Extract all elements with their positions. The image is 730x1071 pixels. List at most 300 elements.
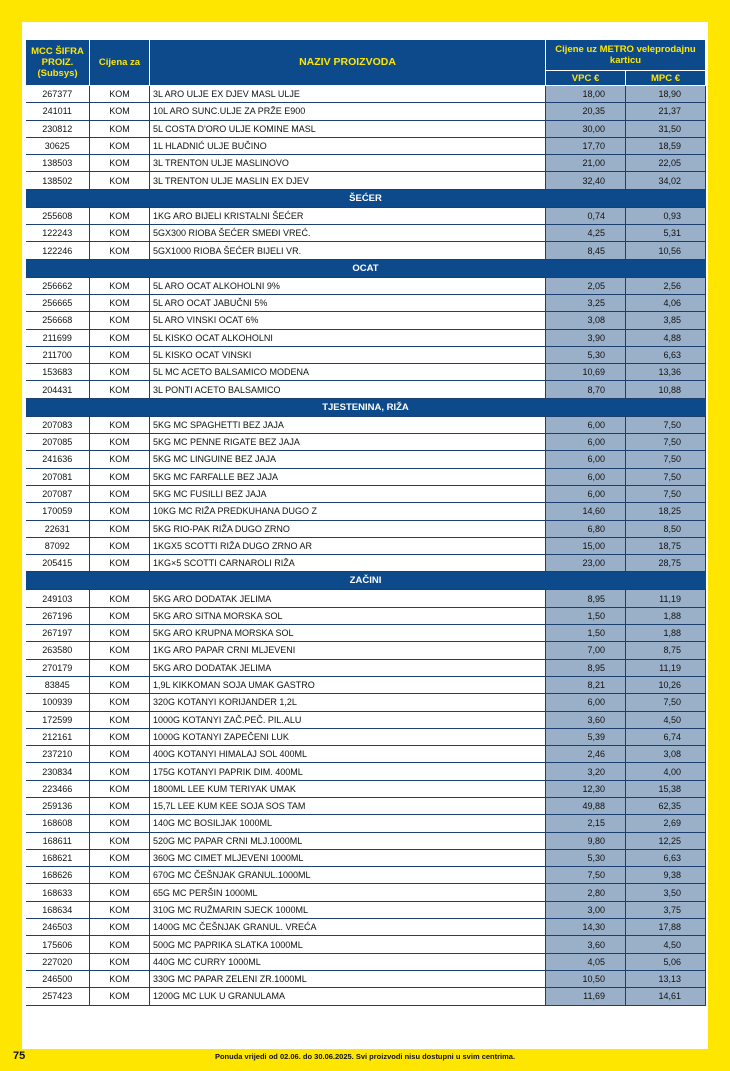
- cell-vpc: 6,00: [546, 434, 626, 451]
- cell-naziv: 1KGX5 SCOTTI RIŽA DUGO ZRNO AR: [150, 537, 546, 554]
- cell-sifra: 138503: [26, 155, 90, 172]
- cell-vpc: 9,80: [546, 832, 626, 849]
- table-row: [26, 953, 706, 970]
- cell-naziv: 5L KISKO OCAT VINSKI: [150, 346, 546, 363]
- cell-sifra: 122246: [26, 242, 90, 259]
- cell-sifra: 270179: [26, 659, 90, 676]
- cell-jm: KOM: [90, 207, 150, 224]
- cell-mpc: 11,19: [626, 659, 706, 676]
- cell-mpc: 21,37: [626, 103, 706, 120]
- cell-naziv: 5L ARO OCAT ALKOHOLNI 9%: [150, 277, 546, 294]
- cell-sifra: 138502: [26, 172, 90, 189]
- cell-mpc: 6,63: [626, 849, 706, 866]
- cell-vpc: 3,25: [546, 294, 626, 311]
- table-row: [26, 451, 706, 468]
- cell-naziv: 5L ARO OCAT JABUČNI 5%: [150, 294, 546, 311]
- cell-jm: KOM: [90, 364, 150, 381]
- cell-mpc: 3,08: [626, 746, 706, 763]
- table-row: [26, 242, 706, 259]
- cell-jm: KOM: [90, 607, 150, 624]
- cell-naziv: 330G MC PAPAR ZELENI ZR.1000ML: [150, 970, 546, 987]
- cell-jm: KOM: [90, 953, 150, 970]
- cell-sifra: 246500: [26, 970, 90, 987]
- cell-mpc: 0,93: [626, 207, 706, 224]
- cell-sifra: 168611: [26, 832, 90, 849]
- table-row: [26, 780, 706, 797]
- cell-sifra: 223466: [26, 780, 90, 797]
- cell-jm: KOM: [90, 520, 150, 537]
- cell-mpc: 5,31: [626, 225, 706, 242]
- cell-jm: KOM: [90, 537, 150, 554]
- cell-sifra: 22631: [26, 520, 90, 537]
- cell-sifra: 122243: [26, 225, 90, 242]
- cell-mpc: 4,50: [626, 936, 706, 953]
- cell-mpc: 7,50: [626, 485, 706, 502]
- cell-vpc: 5,30: [546, 346, 626, 363]
- cell-sifra: 168621: [26, 849, 90, 866]
- cell-sifra: 87092: [26, 537, 90, 554]
- section-header: [26, 572, 706, 590]
- cell-naziv: 3L TRENTON ULJE MASLINOVO: [150, 155, 546, 172]
- cell-mpc: 8,50: [626, 520, 706, 537]
- price-table-body: [26, 86, 706, 1006]
- table-row: [26, 86, 706, 103]
- cell-vpc: 3,60: [546, 711, 626, 728]
- cell-sifra: 30625: [26, 137, 90, 154]
- cell-jm: KOM: [90, 832, 150, 849]
- cell-jm: KOM: [90, 849, 150, 866]
- table-row: [26, 746, 706, 763]
- table-row: [26, 346, 706, 363]
- cell-sifra: 246503: [26, 919, 90, 936]
- cell-naziv: 1KG×5 SCOTTI CARNAROLI RIŽA: [150, 555, 546, 572]
- table-row: [26, 901, 706, 918]
- cell-jm: KOM: [90, 346, 150, 363]
- column-header-vpc: VPC €: [546, 71, 626, 86]
- cell-jm: KOM: [90, 294, 150, 311]
- cell-naziv: 5KG ARO DODATAK JELIMA: [150, 590, 546, 607]
- cell-vpc: 7,50: [546, 867, 626, 884]
- cell-sifra: 255608: [26, 207, 90, 224]
- cell-naziv: 1000G KOTANYI ZAČ.PEČ. PIL.ALU: [150, 711, 546, 728]
- table-row: [26, 225, 706, 242]
- cell-vpc: 2,05: [546, 277, 626, 294]
- cell-mpc: 3,85: [626, 312, 706, 329]
- section-title: OCAT: [26, 259, 706, 277]
- cell-vpc: 6,00: [546, 694, 626, 711]
- cell-sifra: 207081: [26, 468, 90, 485]
- table-row: [26, 155, 706, 172]
- table-row: [26, 520, 706, 537]
- cell-naziv: 1,9L KIKKOMAN SOJA UMAK GASTRO: [150, 676, 546, 693]
- table-row: [26, 797, 706, 814]
- cell-vpc: 14,30: [546, 919, 626, 936]
- cell-jm: KOM: [90, 381, 150, 398]
- cell-vpc: 49,88: [546, 797, 626, 814]
- cell-jm: KOM: [90, 763, 150, 780]
- cell-mpc: 7,50: [626, 434, 706, 451]
- cell-sifra: 205415: [26, 555, 90, 572]
- cell-vpc: 1,50: [546, 607, 626, 624]
- cell-sifra: 204431: [26, 381, 90, 398]
- cell-mpc: 2,56: [626, 277, 706, 294]
- cell-mpc: 7,50: [626, 694, 706, 711]
- cell-jm: KOM: [90, 329, 150, 346]
- table-row: [26, 642, 706, 659]
- section-header: [26, 398, 706, 416]
- cell-vpc: 11,69: [546, 988, 626, 1005]
- cell-vpc: 6,80: [546, 520, 626, 537]
- cell-naziv: 5KG ARO SITNA MORSKA SOL: [150, 607, 546, 624]
- cell-jm: KOM: [90, 555, 150, 572]
- table-row: [26, 728, 706, 745]
- table-row: [26, 103, 706, 120]
- cell-mpc: 11,19: [626, 590, 706, 607]
- cell-jm: KOM: [90, 137, 150, 154]
- cell-sifra: 257423: [26, 988, 90, 1005]
- cell-jm: KOM: [90, 242, 150, 259]
- cell-jm: KOM: [90, 103, 150, 120]
- cell-sifra: 256668: [26, 312, 90, 329]
- cell-jm: KOM: [90, 503, 150, 520]
- cell-vpc: 8,70: [546, 381, 626, 398]
- cell-naziv: 400G KOTANYI HIMALAJ SOL 400ML: [150, 746, 546, 763]
- cell-jm: KOM: [90, 867, 150, 884]
- cell-naziv: 500G MC PAPRIKA SLATKA 1000ML: [150, 936, 546, 953]
- cell-vpc: 6,00: [546, 416, 626, 433]
- cell-naziv: 5KG MC PENNE RIGATE BEZ JAJA: [150, 434, 546, 451]
- cell-mpc: 4,50: [626, 711, 706, 728]
- cell-naziv: 670G MC ČEŠNJAK GRANUL.1000ML: [150, 867, 546, 884]
- cell-vpc: 8,95: [546, 590, 626, 607]
- price-table: [25, 39, 706, 1006]
- table-row: [26, 312, 706, 329]
- cell-jm: KOM: [90, 988, 150, 1005]
- cell-jm: KOM: [90, 815, 150, 832]
- cell-mpc: 15,38: [626, 780, 706, 797]
- cell-vpc: 2,46: [546, 746, 626, 763]
- cell-sifra: 211699: [26, 329, 90, 346]
- table-row: [26, 294, 706, 311]
- cell-vpc: 1,50: [546, 625, 626, 642]
- cell-mpc: 4,88: [626, 329, 706, 346]
- cell-sifra: 168626: [26, 867, 90, 884]
- cell-jm: KOM: [90, 919, 150, 936]
- cell-mpc: 4,00: [626, 763, 706, 780]
- table-row: [26, 172, 706, 189]
- cell-naziv: 5KG RIO-PAK RIŽA DUGO ZRNO: [150, 520, 546, 537]
- cell-mpc: 13,13: [626, 970, 706, 987]
- cell-sifra: 172599: [26, 711, 90, 728]
- cell-mpc: 6,63: [626, 346, 706, 363]
- section-title: ZAČINI: [26, 572, 706, 590]
- cell-naziv: 5KG MC SPAGHETTI BEZ JAJA: [150, 416, 546, 433]
- table-row: [26, 988, 706, 1005]
- table-row: [26, 590, 706, 607]
- table-row: [26, 468, 706, 485]
- cell-sifra: 267377: [26, 86, 90, 103]
- cell-naziv: 3L ARO ULJE EX DJEV MASL ULJE: [150, 86, 546, 103]
- table-row: [26, 659, 706, 676]
- cell-vpc: 30,00: [546, 120, 626, 137]
- cell-jm: KOM: [90, 659, 150, 676]
- cell-jm: KOM: [90, 416, 150, 433]
- cell-vpc: 6,00: [546, 468, 626, 485]
- cell-vpc: 3,90: [546, 329, 626, 346]
- cell-jm: KOM: [90, 451, 150, 468]
- table-row: [26, 555, 706, 572]
- cell-mpc: 13,36: [626, 364, 706, 381]
- cell-jm: KOM: [90, 434, 150, 451]
- cell-vpc: 2,80: [546, 884, 626, 901]
- cell-naziv: 3L PONTI ACETO BALSAMICO: [150, 381, 546, 398]
- cell-vpc: 6,00: [546, 451, 626, 468]
- table-row: [26, 711, 706, 728]
- cell-sifra: 168608: [26, 815, 90, 832]
- table-row: [26, 625, 706, 642]
- column-header-sifra: MCC ŠIFRA PROIZ. (Subsys): [26, 40, 90, 86]
- section-title: ŠEĆER: [26, 189, 706, 207]
- cell-mpc: 18,75: [626, 537, 706, 554]
- cell-mpc: 10,56: [626, 242, 706, 259]
- cell-naziv: 15,7L LEE KUM KEE SOJA SOS TAM: [150, 797, 546, 814]
- cell-naziv: 5KG ARO DODATAK JELIMA: [150, 659, 546, 676]
- cell-naziv: 1000G KOTANYI ZAPEČENI LUK: [150, 728, 546, 745]
- cell-mpc: 1,88: [626, 625, 706, 642]
- cell-sifra: 100939: [26, 694, 90, 711]
- cell-vpc: 8,21: [546, 676, 626, 693]
- cell-naziv: 1800ML LEE KUM TERIYAK UMAK: [150, 780, 546, 797]
- cell-mpc: 8,75: [626, 642, 706, 659]
- table-row: [26, 867, 706, 884]
- table-row: [26, 381, 706, 398]
- cell-jm: KOM: [90, 936, 150, 953]
- cell-naziv: 140G MC BOSILJAK 1000ML: [150, 815, 546, 832]
- table-row: [26, 485, 706, 502]
- cell-jm: KOM: [90, 711, 150, 728]
- cell-vpc: 20,35: [546, 103, 626, 120]
- table-row: [26, 503, 706, 520]
- table-row: [26, 537, 706, 554]
- table-row: [26, 936, 706, 953]
- table-row: [26, 137, 706, 154]
- cell-mpc: 9,38: [626, 867, 706, 884]
- cell-jm: KOM: [90, 901, 150, 918]
- cell-vpc: 0,74: [546, 207, 626, 224]
- cell-jm: KOM: [90, 155, 150, 172]
- cell-vpc: 21,00: [546, 155, 626, 172]
- cell-vpc: 10,69: [546, 364, 626, 381]
- cell-jm: KOM: [90, 797, 150, 814]
- cell-vpc: 2,15: [546, 815, 626, 832]
- cell-vpc: 12,30: [546, 780, 626, 797]
- footer-note: Ponuda vrijedi od 02.06. do 30.06.2025. Svi proizvodi nisu dostupni u svim centrima.: [214, 1052, 516, 1061]
- cell-sifra: 168634: [26, 901, 90, 918]
- cell-sifra: 207087: [26, 485, 90, 502]
- cell-sifra: 237210: [26, 746, 90, 763]
- cell-sifra: 153683: [26, 364, 90, 381]
- cell-sifra: 267196: [26, 607, 90, 624]
- cell-jm: KOM: [90, 676, 150, 693]
- cell-naziv: 65G MC PERŠIN 1000ML: [150, 884, 546, 901]
- table-row: [26, 607, 706, 624]
- cell-naziv: 1400G MC ČEŠNJAK GRANUL. VREĆA: [150, 919, 546, 936]
- cell-sifra: 230834: [26, 763, 90, 780]
- cell-naziv: 440G MC CURRY 1000ML: [150, 953, 546, 970]
- cell-mpc: 62,35: [626, 797, 706, 814]
- cell-naziv: 5KG MC LINGUINE BEZ JAJA: [150, 451, 546, 468]
- cell-sifra: 168633: [26, 884, 90, 901]
- column-header-mpc: MPC €: [626, 71, 706, 86]
- cell-mpc: 31,50: [626, 120, 706, 137]
- cell-vpc: 17,70: [546, 137, 626, 154]
- cell-jm: KOM: [90, 728, 150, 745]
- cell-mpc: 7,50: [626, 451, 706, 468]
- cell-vpc: 8,45: [546, 242, 626, 259]
- cell-mpc: 10,88: [626, 381, 706, 398]
- cell-naziv: 310G MC RUŽMARIN SJECK 1000ML: [150, 901, 546, 918]
- cell-sifra: 259136: [26, 797, 90, 814]
- cell-mpc: 3,50: [626, 884, 706, 901]
- table-row: [26, 849, 706, 866]
- table-row: [26, 329, 706, 346]
- cell-mpc: 28,75: [626, 555, 706, 572]
- cell-jm: KOM: [90, 485, 150, 502]
- cell-sifra: 241011: [26, 103, 90, 120]
- cell-mpc: 34,02: [626, 172, 706, 189]
- cell-vpc: 5,30: [546, 849, 626, 866]
- cell-naziv: 5GX300 RIOBA ŠEĆER SMEĐI VREĆ.: [150, 225, 546, 242]
- cell-mpc: 10,26: [626, 676, 706, 693]
- cell-naziv: 360G MC CIMET MLJEVENI 1000ML: [150, 849, 546, 866]
- cell-jm: KOM: [90, 884, 150, 901]
- cell-mpc: 12,25: [626, 832, 706, 849]
- price-list-page: [22, 22, 708, 1049]
- cell-naziv: 5L MC ACETO BALSAMICO MODENA: [150, 364, 546, 381]
- cell-naziv: 1L HLADNIĆ ULJE BUČINO: [150, 137, 546, 154]
- cell-vpc: 3,60: [546, 936, 626, 953]
- cell-mpc: 14,61: [626, 988, 706, 1005]
- cell-sifra: 256662: [26, 277, 90, 294]
- page-number: 75: [13, 1050, 26, 1062]
- cell-mpc: 17,88: [626, 919, 706, 936]
- table-row: [26, 434, 706, 451]
- cell-sifra: 211700: [26, 346, 90, 363]
- table-row: [26, 694, 706, 711]
- cell-vpc: 10,50: [546, 970, 626, 987]
- cell-sifra: 249103: [26, 590, 90, 607]
- cell-naziv: 5KG MC FUSILLI BEZ JAJA: [150, 485, 546, 502]
- cell-vpc: 15,00: [546, 537, 626, 554]
- cell-mpc: 1,88: [626, 607, 706, 624]
- table-row: [26, 763, 706, 780]
- cell-jm: KOM: [90, 625, 150, 642]
- cell-mpc: 7,50: [626, 468, 706, 485]
- cell-vpc: 32,40: [546, 172, 626, 189]
- cell-naziv: 5GX1000 RIOBA ŠEĆER BIJELI VR.: [150, 242, 546, 259]
- cell-naziv: 5L KISKO OCAT ALKOHOLNI: [150, 329, 546, 346]
- cell-vpc: 4,25: [546, 225, 626, 242]
- cell-jm: KOM: [90, 277, 150, 294]
- cell-mpc: 22,05: [626, 155, 706, 172]
- cell-sifra: 256665: [26, 294, 90, 311]
- table-row: [26, 832, 706, 849]
- table-row: [26, 364, 706, 381]
- cell-sifra: 207083: [26, 416, 90, 433]
- cell-jm: KOM: [90, 172, 150, 189]
- cell-jm: KOM: [90, 468, 150, 485]
- cell-vpc: 4,05: [546, 953, 626, 970]
- table-row: [26, 970, 706, 987]
- table-row: [26, 676, 706, 693]
- section-header: [26, 259, 706, 277]
- cell-sifra: 207085: [26, 434, 90, 451]
- cell-naziv: 10KG MC RIŽA PREDKUHANA DUGO Z: [150, 503, 546, 520]
- cell-naziv: 520G MC PAPAR CRNI MLJ.1000ML: [150, 832, 546, 849]
- table-row: [26, 416, 706, 433]
- cell-sifra: 263580: [26, 642, 90, 659]
- cell-sifra: 267197: [26, 625, 90, 642]
- cell-vpc: 23,00: [546, 555, 626, 572]
- cell-mpc: 3,75: [626, 901, 706, 918]
- cell-mpc: 5,06: [626, 953, 706, 970]
- cell-naziv: 5KG MC FARFALLE BEZ JAJA: [150, 468, 546, 485]
- cell-naziv: 5L COSTA D'ORO ULJE KOMINE MASL: [150, 120, 546, 137]
- cell-sifra: 83845: [26, 676, 90, 693]
- table-row: [26, 884, 706, 901]
- column-header-cijena-za: Cijena za: [90, 40, 150, 86]
- section-header: [26, 189, 706, 207]
- column-header-cijene: Cijene uz METRO veleprodajnu karticu: [546, 40, 706, 71]
- cell-naziv: 3L TRENTON ULJE MASLIN EX DJEV: [150, 172, 546, 189]
- cell-jm: KOM: [90, 312, 150, 329]
- cell-vpc: 3,00: [546, 901, 626, 918]
- cell-mpc: 18,59: [626, 137, 706, 154]
- table-row: [26, 120, 706, 137]
- cell-naziv: 1KG ARO PAPAR CRNI MLJEVENI: [150, 642, 546, 659]
- cell-mpc: 2,69: [626, 815, 706, 832]
- cell-naziv: 320G KOTANYI KORIJANDER 1,2L: [150, 694, 546, 711]
- cell-naziv: 1200G MC LUK U GRANULAMA: [150, 988, 546, 1005]
- cell-naziv: 5KG ARO KRUPNA MORSKA SOL: [150, 625, 546, 642]
- cell-naziv: 10L ARO SUNC.ULJE ZA PRŽE E900: [150, 103, 546, 120]
- table-row: [26, 919, 706, 936]
- cell-sifra: 175606: [26, 936, 90, 953]
- cell-jm: KOM: [90, 225, 150, 242]
- cell-vpc: 3,20: [546, 763, 626, 780]
- cell-mpc: 7,50: [626, 416, 706, 433]
- cell-vpc: 14,60: [546, 503, 626, 520]
- cell-jm: KOM: [90, 642, 150, 659]
- cell-sifra: 212161: [26, 728, 90, 745]
- cell-sifra: 170059: [26, 503, 90, 520]
- cell-naziv: 1KG ARO BIJELI KRISTALNI ŠEĆER: [150, 207, 546, 224]
- table-row: [26, 815, 706, 832]
- cell-jm: KOM: [90, 120, 150, 137]
- cell-sifra: 241636: [26, 451, 90, 468]
- table-row: [26, 277, 706, 294]
- table-row: [26, 207, 706, 224]
- cell-vpc: 6,00: [546, 485, 626, 502]
- cell-vpc: 18,00: [546, 86, 626, 103]
- cell-mpc: 18,25: [626, 503, 706, 520]
- cell-vpc: 8,95: [546, 659, 626, 676]
- cell-mpc: 18,90: [626, 86, 706, 103]
- cell-sifra: 227020: [26, 953, 90, 970]
- cell-naziv: 175G KOTANYI PAPRIK DIM. 400ML: [150, 763, 546, 780]
- cell-sifra: 230812: [26, 120, 90, 137]
- column-header-naziv: NAZIV PROIZVODA: [150, 40, 546, 86]
